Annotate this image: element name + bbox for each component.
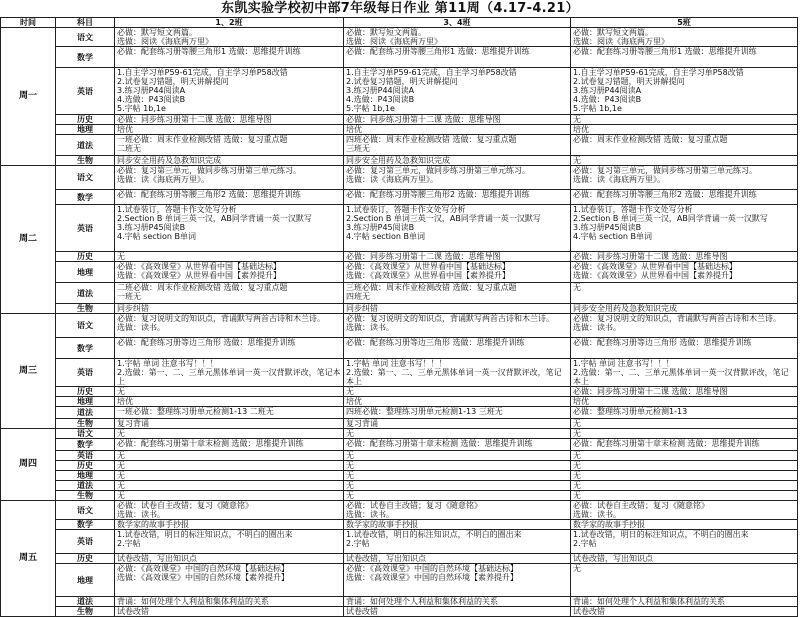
homework-text: 数学家的故事手抄报	[117, 520, 189, 529]
homework-text: 试卷改错	[117, 607, 149, 616]
homework-cell	[115, 252, 344, 262]
table-row	[1, 564, 798, 597]
homework-cell	[115, 359, 344, 387]
subject-label: 数学	[56, 190, 115, 205]
homework-text: 无	[346, 481, 354, 490]
homework-cell	[571, 501, 798, 520]
homework-cell	[344, 520, 571, 530]
homework-cell	[571, 387, 798, 397]
homework-cell	[571, 314, 798, 338]
homework-cell	[344, 262, 571, 283]
table-row	[1, 156, 798, 166]
homework-text: 无	[573, 429, 581, 438]
subject-label: 生物	[56, 419, 115, 429]
homework-cell	[571, 135, 798, 156]
homework-table	[0, 17, 798, 617]
homework-text: 必做：试卷自主改错；复习《随意铭》 选做：读书。	[117, 501, 253, 519]
table-row	[1, 597, 798, 607]
homework-cell	[571, 397, 798, 407]
homework-text: 背诵：如何处理个人利益和集体利益的关系	[346, 597, 498, 606]
table-row	[1, 429, 798, 439]
homework-text: 无	[346, 429, 354, 438]
homework-text: 必做：同步练习册第十二课 选做：思维导图	[117, 115, 272, 124]
homework-text: 必做：配套练习册等腰三角形1 选做：思维提升训练	[573, 47, 757, 56]
homework-text: 无	[573, 564, 581, 573]
homework-cell	[115, 597, 344, 607]
homework-cell	[344, 387, 571, 397]
subject-label: 地理	[56, 471, 115, 481]
homework-text: 试卷改错	[573, 607, 605, 616]
homework-text: 同步纠错	[117, 304, 149, 313]
homework-text: 必做：配套练习册等腰三角形2 选做：思维提升训练	[117, 190, 301, 199]
subject-label: 数学	[56, 439, 115, 451]
subject-label: 地理	[56, 397, 115, 407]
homework-cell	[344, 125, 571, 135]
homework-text: 必做：复习说明文的知识点，背诵默写两首古诗和木兰诗。 选做：读书。	[346, 314, 554, 332]
table-row	[1, 461, 798, 471]
table-row	[1, 115, 798, 125]
homework-text: 必做：同步练习册第十二课 选做：思维导图	[573, 252, 728, 261]
subject-label: 数学	[56, 520, 115, 530]
homework-cell	[571, 607, 798, 617]
subject-label: 道法	[56, 135, 115, 156]
homework-cell	[115, 554, 344, 564]
subject-label: 历史	[56, 387, 115, 397]
homework-text: 必做：配套练习册第十章末检测 选做：思维提升训练	[346, 439, 533, 448]
homework-text: 无	[117, 387, 125, 396]
homework-text: 必做：配套练习册等腰三角形1 选做：思维提升训练	[346, 47, 530, 56]
homework-text: 必做：试卷自主改错；复习《随意铭》 选做：读书。	[346, 501, 482, 519]
subject-label: 地理	[56, 262, 115, 283]
homework-cell	[115, 429, 344, 439]
homework-cell	[344, 205, 571, 252]
subject-label: 语文	[56, 28, 115, 47]
subject-label: 数学	[56, 338, 115, 359]
homework-cell	[115, 520, 344, 530]
homework-cell	[115, 451, 344, 461]
table-row	[1, 359, 798, 387]
table-row	[1, 407, 798, 419]
table-row	[1, 397, 798, 407]
table-row	[1, 491, 798, 501]
homework-text: 必做：配套练习册第十章末检测 选做：思维提升训练	[117, 439, 304, 448]
homework-cell	[115, 68, 344, 115]
homework-text: 必做：《高效课堂》从世界看中国【基础达标】 选做：《高效课堂》从世界看中国【素养提升】	[346, 262, 510, 280]
homework-text: 无	[117, 451, 125, 460]
subject-label: 地理	[56, 564, 115, 597]
header-class-5: 5班	[571, 18, 798, 28]
homework-cell	[115, 471, 344, 481]
homework-text: 培优	[346, 397, 362, 406]
subject-label: 生物	[56, 304, 115, 314]
homework-text: 无	[573, 471, 581, 480]
day-label: 周五	[1, 501, 56, 617]
subject-label: 道法	[56, 283, 115, 304]
header-class-3-4: 3、4班	[344, 18, 571, 28]
homework-cell	[571, 564, 798, 597]
homework-cell	[344, 554, 571, 564]
homework-text: 数学家的故事手抄报	[573, 520, 645, 529]
homework-text: 无	[117, 471, 125, 480]
homework-cell	[344, 68, 571, 115]
homework-cell	[344, 439, 571, 451]
table-row	[1, 125, 798, 135]
homework-cell	[344, 156, 571, 166]
homework-cell	[344, 597, 571, 607]
homework-cell	[115, 205, 344, 252]
homework-cell	[344, 166, 571, 190]
homework-cell	[571, 481, 798, 491]
homework-text: 三班必做：周末作业检测改错 选做：复习重点题 四班无	[346, 283, 517, 301]
homework-text: 必做：配套练习册等边三角形 选做：思维提升训练	[117, 338, 296, 347]
homework-cell	[571, 471, 798, 481]
homework-cell	[115, 125, 344, 135]
homework-text: 培优	[573, 125, 589, 134]
subject-label: 历史	[56, 461, 115, 471]
homework-cell	[571, 125, 798, 135]
homework-text: 复习背诵	[117, 419, 149, 428]
homework-text: 无	[573, 156, 581, 165]
table-row	[1, 283, 798, 304]
homework-text: 同步安全用药及急救知识完成	[117, 156, 221, 165]
subject-label: 道法	[56, 481, 115, 491]
subject-label: 生物	[56, 607, 115, 617]
homework-cell	[571, 359, 798, 387]
day-label: 周二	[1, 166, 56, 314]
homework-cell	[115, 304, 344, 314]
homework-text: 无	[573, 115, 581, 124]
homework-text: 二班必做：周末作业检测改错 选做：复习重点题 一班无	[117, 283, 288, 301]
day-label: 周四	[1, 429, 56, 501]
homework-cell	[571, 283, 798, 304]
homework-text: 培优	[346, 125, 362, 134]
homework-cell	[344, 338, 571, 359]
homework-cell	[571, 156, 798, 166]
subject-label: 道法	[56, 407, 115, 419]
page-title: 东凯实验学校初中部7年级每日作业 第11周（4.17-4.21）	[221, 1, 579, 16]
homework-text: 必做：默写短文两篇。 选做：阅读《海底两万里》	[117, 28, 213, 46]
homework-text: 必做：《高效课堂》从世界看中国【基础达标】 选做：《高效课堂》从世界看中国【素养提升】	[573, 262, 737, 280]
homework-cell	[115, 530, 344, 554]
subject-label: 英语	[56, 451, 115, 461]
homework-text: 培优	[117, 397, 133, 406]
homework-text: 无	[117, 461, 125, 470]
table-row	[1, 68, 798, 115]
homework-text: 无	[573, 451, 581, 460]
homework-text: 必做：周末作业检测改错 选做：复习重点题	[573, 135, 728, 144]
homework-cell	[115, 501, 344, 520]
homework-text: 1.试卷改错，明日的标注知识点，不明白的圈出来 2.字帖	[117, 530, 293, 548]
homework-cell	[344, 28, 571, 47]
homework-cell	[571, 530, 798, 554]
table-row	[1, 501, 798, 520]
homework-text: 无	[346, 451, 354, 460]
homework-cell	[344, 461, 571, 471]
homework-text: 1.试卷装订，答题卡作文处写分析 2.Section B 单词三英一汉，AB同学背诵一英一汉默写 3.练习册P45阅读B 4.字帖 section B单词	[346, 205, 541, 241]
homework-text: 培优	[573, 397, 589, 406]
homework-text: 无	[573, 491, 581, 500]
homework-cell	[571, 205, 798, 252]
subject-label: 英语	[56, 205, 115, 252]
homework-text: 无	[573, 461, 581, 470]
homework-text: 必做：配套练习册第十章末检测 选做：思维提升训练	[573, 439, 760, 448]
homework-text: 同步纠错	[346, 304, 378, 313]
homework-text: 必做：同步练习册第十二课 选做：思维导图	[573, 387, 728, 396]
homework-cell	[115, 387, 344, 397]
homework-cell	[115, 607, 344, 617]
homework-text: 无	[573, 283, 581, 292]
homework-text: 试卷改错	[346, 607, 378, 616]
homework-text: 必做：复习第三单元，做同步练习册第三单元练习。 选做：读《海底两万里》。	[117, 166, 301, 184]
homework-cell	[115, 407, 344, 419]
homework-cell	[571, 166, 798, 190]
homework-cell	[344, 491, 571, 501]
homework-cell	[571, 68, 798, 115]
subject-label: 英语	[56, 68, 115, 115]
homework-cell	[344, 419, 571, 429]
subject-label: 生物	[56, 156, 115, 166]
table-row	[1, 28, 798, 47]
homework-cell	[344, 501, 571, 520]
header-row	[1, 18, 798, 28]
homework-text: 一班必做：整理练习册单元检测1-13 二班无	[117, 407, 274, 416]
day-label: 周一	[1, 28, 56, 166]
homework-cell	[344, 471, 571, 481]
title-row	[0, 0, 800, 16]
homework-text: 1.试卷改错，明日的标注知识点，不明白的圈出来 2.字帖	[573, 530, 749, 548]
homework-text: 同步安全用药及急救知识完成	[573, 304, 677, 313]
homework-cell	[344, 530, 571, 554]
homework-cell	[571, 190, 798, 205]
header-subject: 科目	[56, 18, 115, 28]
homework-cell	[115, 115, 344, 125]
homework-text: 背诵：如何处理个人利益和集体利益的关系	[117, 597, 269, 606]
homework-cell	[115, 439, 344, 451]
homework-text: 数学家的故事手抄报	[346, 520, 418, 529]
homework-cell	[115, 47, 344, 68]
homework-cell	[344, 47, 571, 68]
homework-cell	[344, 607, 571, 617]
homework-cell	[115, 481, 344, 491]
homework-cell	[115, 135, 344, 156]
homework-text: 1.自主学习单P59-61完成，自主学习单P58改错 2.试卷复习错题，明天讲解提问 3.练习册P44阅读A 4.选做：P43阅读B 5.字帖 1b,1e	[117, 68, 288, 113]
homework-text: 必做：试卷自主改错；复习《随意铭》 选做：读书。	[573, 501, 709, 519]
homework-cell	[571, 407, 798, 419]
homework-cell	[344, 429, 571, 439]
homework-text: 必做：复习第三单元，做同步练习册第三单元练习。 选做：读《海底两万里》。	[346, 166, 530, 184]
homework-text: 无	[573, 481, 581, 490]
table-row	[1, 338, 798, 359]
homework-cell	[344, 115, 571, 125]
homework-text: 1.字帖 单词 注意书写！！！ 2.选做：第一、二、三单元黑体单词一英一汉背默评改，笔记本上	[117, 359, 341, 386]
homework-cell	[571, 554, 798, 564]
homework-text: 必做：默写短文两篇。 选做：阅读《海底两万里》	[573, 28, 669, 46]
homework-cell	[344, 283, 571, 304]
homework-text: 无	[346, 387, 354, 396]
homework-cell	[571, 28, 798, 47]
homework-cell	[571, 451, 798, 461]
table-row	[1, 554, 798, 564]
homework-text: 必做：《高效课堂》从世界看中国【基础达标】 选做：《高效课堂》从世界看中国【素养提升】	[117, 262, 281, 280]
homework-text: 必做：配套练习册等腰三角形2 选做：思维提升训练	[573, 190, 757, 199]
homework-cell	[115, 419, 344, 429]
homework-text: 1.试卷装订，答题卡作文处写分析 2.Section B 单词三英一汉，AB同学背诵一英一汉默写 3.练习册P45阅读B 4.字帖 section B单词	[573, 205, 768, 241]
homework-text: 无	[117, 491, 125, 500]
homework-cell	[115, 461, 344, 471]
subject-label: 历史	[56, 115, 115, 125]
subject-label: 数学	[56, 47, 115, 68]
homework-text: 四班必做：整理练习册单元检测1-13 三班无	[346, 407, 503, 416]
homework-cell	[115, 156, 344, 166]
homework-cell	[115, 283, 344, 304]
subject-label: 语文	[56, 314, 115, 338]
homework-text: 必做：默写短文两篇。 选做：阅读《海底两万里》	[346, 28, 442, 46]
homework-text: 必做：复习第三单元，做同步练习册第三单元练习。 选做：读《海底两万里》。	[573, 166, 757, 184]
homework-text: 无	[117, 429, 125, 438]
homework-cell	[344, 359, 571, 387]
homework-cell	[571, 461, 798, 471]
homework-text: 必做：配套练习册等腰三角形1 选做：思维提升训练	[117, 47, 301, 56]
homework-cell	[571, 338, 798, 359]
homework-text: 培优	[117, 125, 133, 134]
homework-text: 一班必做：周末作业检测改错 选做：复习重点题 二班无	[117, 135, 288, 153]
table-body	[1, 28, 798, 617]
subject-label: 英语	[56, 359, 115, 387]
homework-cell	[571, 429, 798, 439]
table-row	[1, 262, 798, 283]
subject-label: 道法	[56, 597, 115, 607]
homework-cell	[115, 397, 344, 407]
header-time: 时间	[1, 18, 56, 28]
homework-text: 必做：《高效课堂》中国的自然环境【基础达标】 选做：《高效课堂》中国的自然环境【素养提升】	[117, 564, 289, 582]
homework-cell	[571, 520, 798, 530]
subject-label: 语文	[56, 166, 115, 190]
homework-cell	[571, 262, 798, 283]
table-row	[1, 166, 798, 190]
table-row	[1, 471, 798, 481]
homework-cell	[571, 115, 798, 125]
subject-label: 语文	[56, 501, 115, 520]
table-row	[1, 190, 798, 205]
table-row	[1, 47, 798, 68]
subject-label: 地理	[56, 125, 115, 135]
table-row	[1, 135, 798, 156]
homework-cell	[344, 135, 571, 156]
table-row	[1, 451, 798, 461]
homework-text: 1.字帖 单词 注意书写！！！ 2.选做：第一、二、三单元黑体单词一英一汉背默评改，笔记本上	[346, 359, 562, 386]
homework-text: 无	[117, 252, 125, 261]
homework-text: 无	[346, 471, 354, 480]
table-row	[1, 314, 798, 338]
homework-cell	[344, 190, 571, 205]
homework-cell	[344, 304, 571, 314]
homework-cell	[344, 314, 571, 338]
table-row	[1, 304, 798, 314]
homework-cell	[115, 28, 344, 47]
homework-text: 试卷改错，写出知识点	[346, 554, 426, 563]
homework-text: 1.自主学习单P59-61完成，自主学习单P58改错 2.试卷复习错题，明天讲解提问 3.练习册P44阅读A 4.选做：P43阅读B 5.字帖 1b,1e	[573, 68, 744, 113]
homework-text: 1.字帖 单词 注意书写！！！ 2.选做：第一、二、三单元黑体单词一英一汉背默评改，笔记本上	[573, 359, 789, 386]
homework-cell	[571, 304, 798, 314]
subject-label: 历史	[56, 252, 115, 262]
homework-text: 必做：同步练习册第十二课 选做：思维导图	[346, 252, 501, 261]
homework-cell	[115, 166, 344, 190]
homework-cell	[344, 407, 571, 419]
homework-cell	[344, 564, 571, 597]
table-row	[1, 481, 798, 491]
homework-text: 必做：配套练习册等边三角形 选做：思维提升训练	[573, 338, 752, 347]
homework-text: 无	[117, 481, 125, 490]
homework-cell	[115, 564, 344, 597]
homework-text: 1.试卷改错，明日的标注知识点，不明白的圈出来 2.字帖	[346, 530, 522, 548]
homework-text: 必做：整理练习册单元检测1-13	[573, 407, 688, 416]
subject-label: 历史	[56, 554, 115, 564]
homework-cell	[571, 597, 798, 607]
day-label: 周三	[1, 314, 56, 429]
homework-text: 四班必做：周末作业检测改错 选做：复习重点题 三班无	[346, 135, 517, 153]
homework-text: 无	[346, 461, 354, 470]
homework-text: 试卷改错，写出知识点	[117, 554, 197, 563]
table-row	[1, 530, 798, 554]
homework-text: 同步安全用药及急救知识完成	[346, 156, 450, 165]
table-row	[1, 607, 798, 617]
homework-text: 1.自主学习单P59-61完成，自主学习单P58改错 2.试卷复习错题，明天讲解提问 3.练习册P44阅读A 4.选做：P43阅读B 5.字帖 1b,1e	[346, 68, 517, 113]
homework-cell	[571, 439, 798, 451]
homework-text: 复习背诵	[346, 419, 378, 428]
homework-cell	[571, 491, 798, 501]
homework-cell	[115, 338, 344, 359]
homework-cell	[115, 314, 344, 338]
table-row	[1, 439, 798, 451]
homework-text: 无	[346, 491, 354, 500]
homework-cell	[571, 252, 798, 262]
table-row	[1, 387, 798, 397]
table-row	[1, 205, 798, 252]
table-row	[1, 252, 798, 262]
homework-cell	[344, 252, 571, 262]
homework-text: 试卷改错，写出知识点	[573, 554, 653, 563]
homework-text: 1.试卷装订，答题卡作文处写分析 2.Section B 单词三英一汉，AB同学背诵一英一汉默写 3.练习册P45阅读B 4.字帖 section B单词	[117, 205, 312, 241]
homework-text: 背诵：如何处理个人利益和集体利益的关系	[573, 597, 725, 606]
homework-cell	[344, 397, 571, 407]
homework-cell	[571, 47, 798, 68]
homework-cell	[571, 419, 798, 429]
homework-cell	[344, 481, 571, 491]
homework-text: 必做：复习说明文的知识点，背诵默写两首古诗和木兰诗。 选做：读书。	[117, 314, 325, 332]
homework-cell	[115, 262, 344, 283]
homework-text: 无	[573, 419, 581, 428]
subject-label: 英语	[56, 530, 115, 554]
header-class-1-2: 1、2班	[115, 18, 344, 28]
homework-text: 必做：《高效课堂》中国的自然环境【基础达标】 选做：《高效课堂》中国的自然环境【素养提升】	[346, 564, 518, 582]
homework-cell	[115, 491, 344, 501]
subject-label: 生物	[56, 491, 115, 501]
table-row	[1, 419, 798, 429]
homework-text: 必做：同步练习册第十二课 选做：思维导图	[346, 115, 501, 124]
homework-cell	[344, 451, 571, 461]
homework-text: 必做：配套练习册等边三角形 选做：思维提升训练	[346, 338, 525, 347]
homework-text: 必做：复习说明文的知识点，背诵默写两首古诗和木兰诗。 选做：读书。	[573, 314, 781, 332]
homework-text: 必做：配套练习册等腰三角形2 选做：思维提升训练	[346, 190, 530, 199]
homework-cell	[115, 190, 344, 205]
subject-label: 语文	[56, 429, 115, 439]
table-row	[1, 520, 798, 530]
